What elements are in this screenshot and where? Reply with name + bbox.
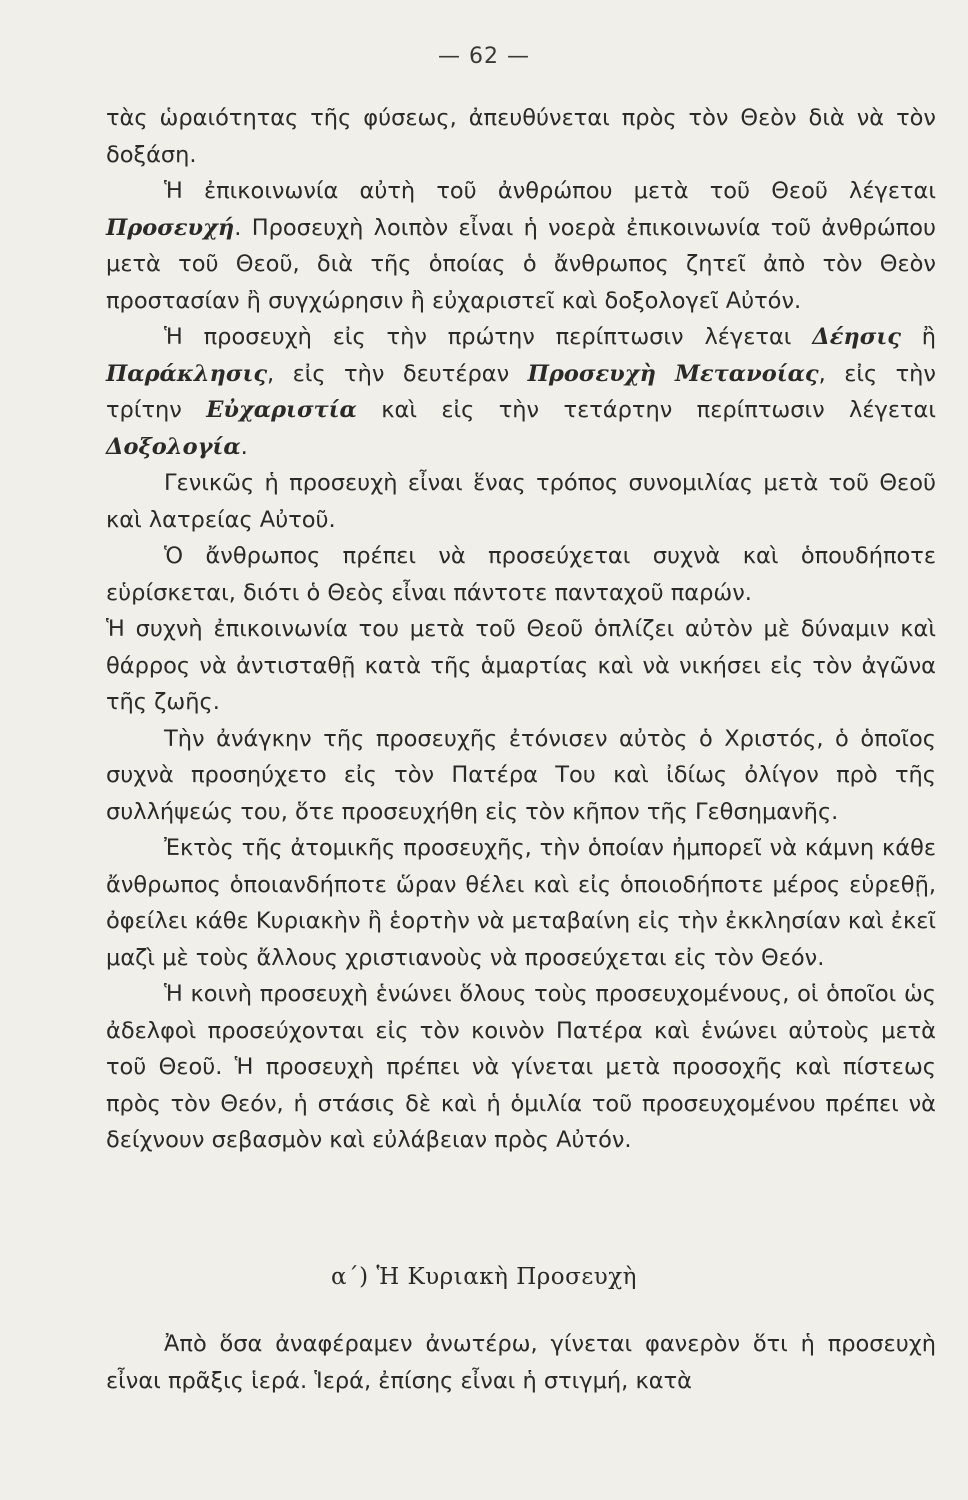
paragraph-9: Ἡ κοινὴ προσευχὴ ἑνώνει ὅλους τοὺς προσευχομένους, οἱ ὁποῖοι ὡς ἀδελφοὶ προσεύχονται εἰς τὸν κοινὸν Πατέρα καὶ ἑνώνει αὐτοὺς μετὰ τοῦ Θεοῦ. Ἡ προσευχὴ πρέπει νὰ γίνεται μετὰ προσοχῆς καὶ πίστεως πρὸς τὸν Θεόν, ἡ στάσις δὲ καὶ ἡ ὁμιλία τοῦ προσευχομένου πρέπει νὰ δείχνουν σεβασμὸν καὶ εὐλάβειαν πρὸς Αὐτόν. (106, 981, 936, 1153)
paragraph-3-text-c: , εἰς τὴν δευτέραν (267, 360, 528, 387)
term-doxologia: Δοξολογία (106, 433, 241, 460)
section-heading: α΄) Ἡ Κυριακὴ Προσευχὴ (331, 1264, 637, 1290)
paragraph-5: Ὁ ἄνθρωπος πρέπει νὰ προσεύχεται συχνὰ καὶ ὁπουδήποτε εὑρίσκεται, διότι ὁ Θεὸς εἶναι πάντοτε πανταχοῦ παρών. (106, 543, 936, 606)
term-paraklisis: Παράκλησις (106, 360, 268, 387)
paragraph-4: Γενικῶς ἡ προσευχὴ εἶναι ἕνας τρόπος συνομιλίας μετὰ τοῦ Θεοῦ καὶ λατρείας Αὐτοῦ. (106, 470, 936, 533)
paragraph-6: Ἡ συχνὴ ἐπικοινωνία του μετὰ τοῦ Θεοῦ ὁπλίζει αὐτὸν μὲ δύναμιν καὶ θάρρος νὰ ἀντισταθῇ κατὰ τῆς ἁμαρτίας καὶ νὰ νικήσει εἰς τὸν ἀγῶνα τῆς ζωῆς. (106, 616, 936, 715)
section-body-text (106, 1326, 936, 1399)
paragraph-2-text-b: . Προσευχὴ λοιπὸν εἶναι ἡ νοερὰ ἐπικοινωνία τοῦ ἀνθρώπου μετὰ τοῦ Θεοῦ, διὰ τῆς ὁποίας ὁ ἄνθρωπος ζητεῖ ἀπὸ τὸν Θεὸν προστασίαν ἢ συγχώρησιν ἢ εὐχαριστεῖ καὶ δοξολογεῖ Αὐτόν. (106, 214, 936, 314)
paragraph-2 (106, 173, 936, 319)
term-eucharistia: Εὐχαριστία (206, 397, 357, 423)
body-text (106, 100, 936, 1159)
paragraph-3-text-b: ἢ (900, 324, 936, 350)
paragraph-7: Τὴν ἀνάγκην τῆς προσευχῆς ἐτόνισεν αὐτὸς ὁ Χριστός, ὁ ὁποῖος συχνὰ προσηύχετο εἰς τὸν Πατέρα Του καὶ ἰδίως ὀλίγον πρὸ τῆς συλλήψεώς του, ὅτε προσευχήθη εἰς τὸν κῆπον τῆς Γεθσημανῆς. (106, 725, 936, 825)
paragraph-3 (106, 319, 936, 465)
section-paragraph-1: Ἀπὸ ὅσα ἀναφέραμεν ἀνωτέρω, γίνεται φανερὸν ὅτι ἡ προσευχὴ εἶναι πρᾶξις ἱερά. Ἱερά, ἐπίσης εἶναι ἡ στιγμή, κατὰ (106, 1331, 936, 1394)
paragraph-1: τὰς ὡραιότητας τῆς φύσεως, ἀπευθύνεται πρὸς τὸν Θεὸν διὰ νὰ τὸν δοξάση. (106, 105, 936, 168)
paragraph-2-text-a: Ἡ ἐπικοινωνία αὐτὴ τοῦ ἀνθρώπου μετὰ τοῦ Θεοῦ λέγεται (164, 178, 936, 204)
paragraph-8: Ἐκτὸς τῆς ἀτομικῆς προσευχῆς, τὴν ὁποίαν ἠμπορεῖ νὰ κάμνη κάθε ἄνθρωπος ὁποιανδήποτε ὥραν θέλει καὶ εἰς ὁποιοδήποτε μέρος εὑρεθῇ, ὀφείλει κάθε Κυριακὴν ἢ ἑορτὴν νὰ μεταβαίνη εἰς τὴν ἐκκλησίαν καὶ ἐκεῖ μαζὶ μὲ τοὺς ἄλλους χριστιανοὺς νὰ προσεύχεται εἰς τὸν Θεόν. (106, 835, 936, 971)
term-proseuchi-metanoias: Προσευχὴ Μετανοίας (527, 360, 819, 387)
paragraph-3-text-e: καὶ εἰς τὴν τετάρτην περίπτωσιν λέγεται (356, 397, 936, 423)
term-proseuchi: Προσευχή (106, 214, 235, 241)
paragraph-3-text-a: Ἡ προσευχὴ εἰς τὴν πρώτην περίπτωσιν λέγεται (164, 324, 813, 350)
paragraph-3-text-d: , εἰς τὴν τρίτην (106, 360, 937, 423)
page-number: — 62 — (438, 44, 530, 69)
paragraph-3-text-f: . (240, 433, 248, 460)
term-deisis: Δέησις (812, 324, 901, 350)
